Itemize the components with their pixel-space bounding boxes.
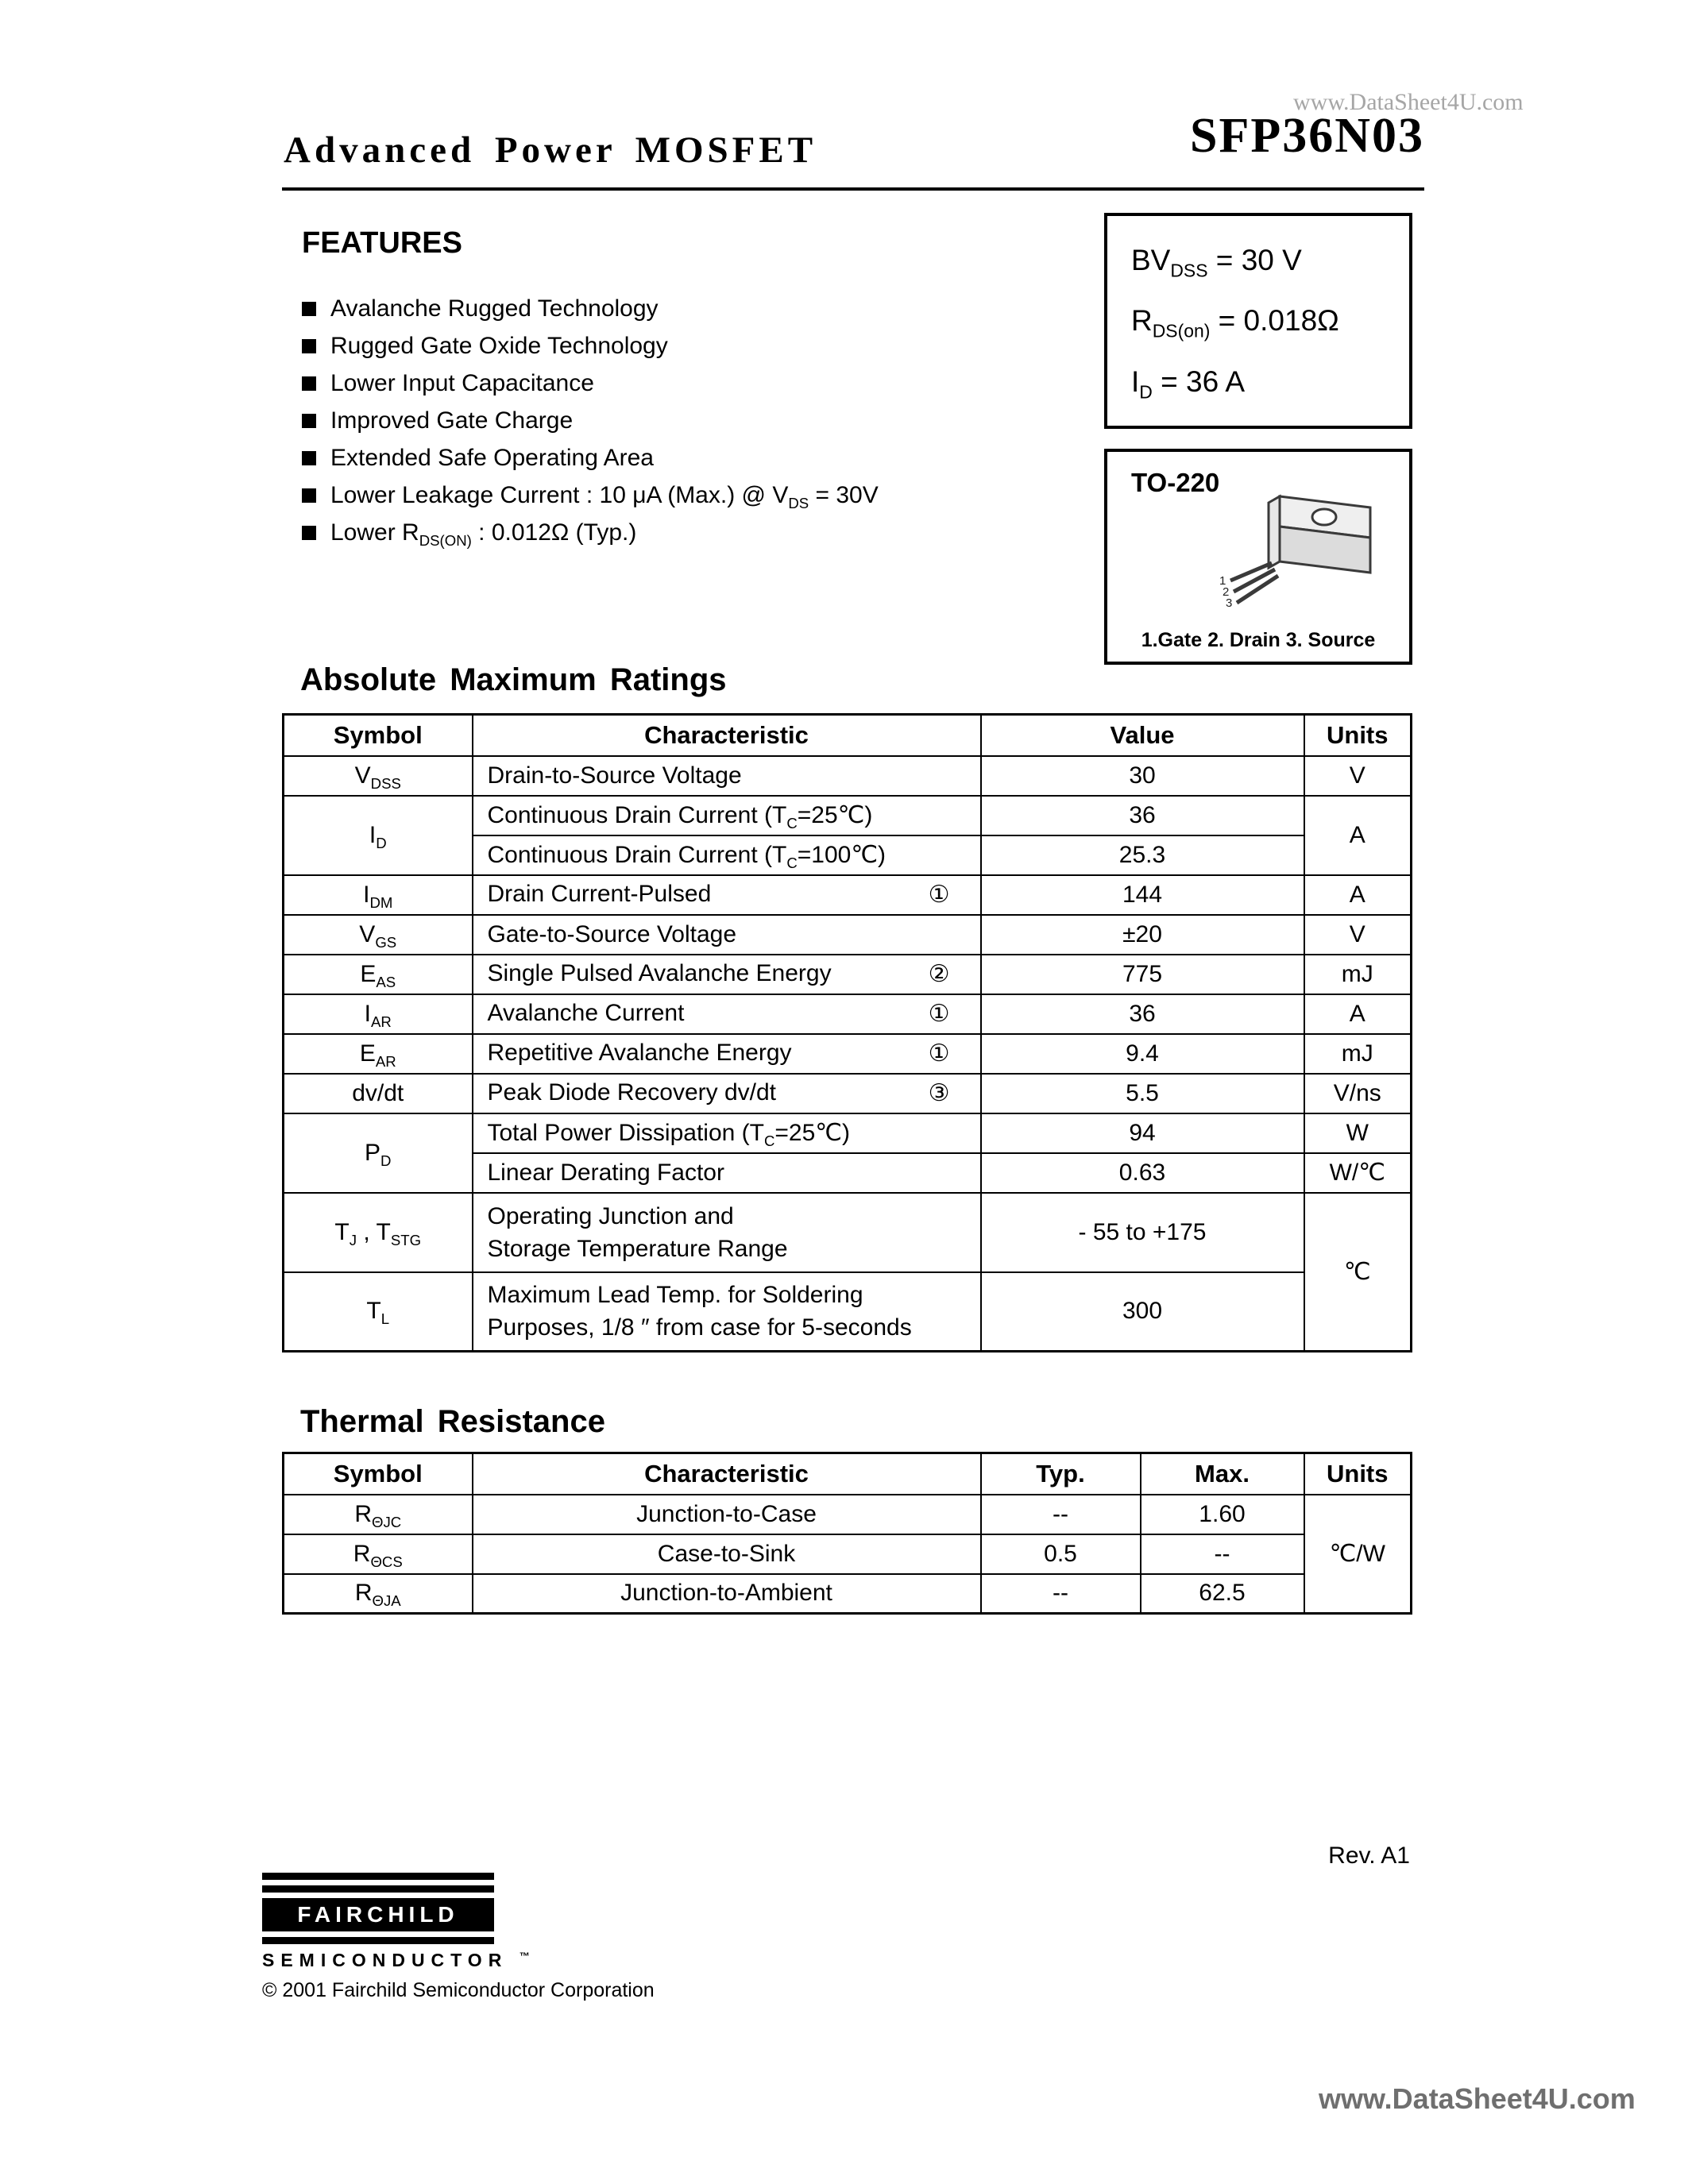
col-header-max: Max. <box>1141 1453 1304 1495</box>
feature-item <box>302 477 879 514</box>
features-list <box>302 290 879 551</box>
characteristic-line: Operating Junction and <box>487 1202 734 1229</box>
characteristic-line: Storage Temperature Range <box>487 1235 788 1262</box>
header-rule <box>282 187 1424 191</box>
part-number: SFP36N03 <box>1190 109 1424 163</box>
units-cell: mJ <box>1304 1034 1412 1074</box>
symbol-cell: $V_{GS}$ <box>284 915 473 955</box>
bullet-square-icon <box>302 339 316 353</box>
units-cell: V <box>1304 915 1412 955</box>
value-cell: 300 <box>981 1272 1304 1352</box>
bullet-square-icon <box>302 488 316 503</box>
value-cell: 30 <box>981 756 1304 796</box>
characteristic-line: Maximum Lead Temp. for Soldering <box>487 1282 863 1309</box>
table-row-ear <box>284 1034 1412 1074</box>
table-row-vdss <box>284 756 1412 796</box>
logo-bar <box>262 1937 494 1944</box>
characteristic-text: Peak Diode Recovery dv/dt <box>487 1079 777 1106</box>
page-title: Advanced Power MOSFET <box>284 129 817 171</box>
characteristic-cell: Total Power Dissipation $(T_C=25℃)$ <box>473 1113 981 1153</box>
table-row-tl <box>284 1272 1412 1352</box>
units-cell: ℃ <box>1304 1193 1412 1352</box>
characteristic-cell <box>473 1074 981 1113</box>
characteristic-cell: Drain-to-Source Voltage <box>473 756 981 796</box>
col-header-characteristic: Characteristic <box>473 1453 981 1495</box>
characteristic-cell <box>473 1034 981 1074</box>
units-cell: A <box>1304 796 1412 875</box>
characteristic-cell <box>473 994 981 1034</box>
footnote-marker: ② <box>928 961 950 987</box>
to220-package-drawing <box>1213 485 1392 620</box>
table-row-eas <box>284 955 1412 994</box>
feature-item <box>302 514 879 551</box>
spec-line-id: $I_D = 36$ A <box>1131 365 1246 402</box>
symbol-cell: $R_{\Theta CS}$ <box>284 1534 473 1574</box>
typ-cell: -- <box>981 1495 1141 1534</box>
characteristic-cell: Continuous Drain Current $(T_C=100℃)$ <box>473 835 981 875</box>
feature-item <box>302 402 879 439</box>
characteristic-cell: Junction-to-Case <box>473 1495 981 1534</box>
feature-item <box>302 290 879 327</box>
footnote-marker: ① <box>928 1040 950 1067</box>
thermal-table <box>282 1452 1412 1615</box>
feature-item <box>302 327 879 365</box>
spec-line-rdson: $R_{DS(on)} = 0.018\Omega$ <box>1131 304 1339 341</box>
thermal-heading: Thermal Resistance <box>300 1404 605 1439</box>
pin-2-label: 2 <box>1223 585 1230 599</box>
value-cell: 36 <box>981 796 1304 835</box>
abs-max-header-row <box>284 715 1412 756</box>
footnote-marker: ③ <box>928 1080 950 1106</box>
value-cell: 144 <box>981 875 1304 915</box>
symbol-cell: $P_D$ <box>284 1113 473 1193</box>
units-cell: A <box>1304 994 1412 1034</box>
logo-wordmark: FAIRCHILD <box>262 1898 494 1931</box>
value-cell: 775 <box>981 955 1304 994</box>
value-cell: 5.5 <box>981 1074 1304 1113</box>
table-row-rja <box>284 1574 1412 1614</box>
symbol-cell: $E_{AR}$ <box>284 1034 473 1074</box>
logo-subtitle-text: SEMICONDUCTOR <box>262 1950 508 1970</box>
trademark-symbol: ™ <box>519 1950 530 1962</box>
symbol-cell: $I_{DM}$ <box>284 875 473 915</box>
table-row-vgs <box>284 915 1412 955</box>
col-header-value: Value <box>981 715 1304 756</box>
symbol-cell: $E_{AS}$ <box>284 955 473 994</box>
value-cell: 36 <box>981 994 1304 1034</box>
thermal-header-row <box>284 1453 1412 1495</box>
value-cell: 94 <box>981 1113 1304 1153</box>
table-row-rcs <box>284 1534 1412 1574</box>
characteristic-line: Purposes, 1/8 ″ from case for 5-seconds <box>487 1314 912 1341</box>
value-cell: 9.4 <box>981 1034 1304 1074</box>
value-cell: 25.3 <box>981 835 1304 875</box>
feature-text: Avalanche Rugged Technology <box>330 295 659 322</box>
units-cell: mJ <box>1304 955 1412 994</box>
feature-item <box>302 439 879 477</box>
bullet-square-icon <box>302 376 316 391</box>
symbol-cell: $I_D$ <box>284 796 473 875</box>
feature-item <box>302 365 879 402</box>
feature-text: Extended Safe Operating Area <box>330 444 654 471</box>
copyright-text: © 2001 Fairchild Semiconductor Corporation <box>262 1979 655 2001</box>
characteristic-cell <box>473 875 981 915</box>
col-header-symbol: Symbol <box>284 1453 473 1495</box>
package-name: TO-220 <box>1131 468 1220 497</box>
col-header-symbol: Symbol <box>284 715 473 756</box>
feature-text: Lower $R_{DS(ON)}$ : 0.012Ω (Typ.) <box>330 519 637 549</box>
bullet-square-icon <box>302 526 316 540</box>
table-row-id-25 <box>284 796 1412 835</box>
bullet-square-icon <box>302 302 316 316</box>
characteristic-text: Single Pulsed Avalanche Energy <box>487 960 832 986</box>
table-row-pd-total <box>284 1113 1412 1153</box>
characteristic-cell: Case-to-Sink <box>473 1534 981 1574</box>
characteristic-text: Drain Current-Pulsed <box>487 881 712 907</box>
table-row-idm <box>284 875 1412 915</box>
value-cell: - 55 to +175 <box>981 1193 1304 1272</box>
characteristic-cell <box>473 1193 981 1272</box>
bullet-square-icon <box>302 414 316 428</box>
characteristic-cell <box>473 1272 981 1352</box>
pin-1-label: 1 <box>1219 574 1226 588</box>
characteristic-cell <box>473 955 981 994</box>
package-box <box>1104 449 1412 665</box>
footnote-marker: ① <box>928 1001 950 1027</box>
units-cell: V/ns <box>1304 1074 1412 1113</box>
feature-text: Improved Gate Charge <box>330 407 574 434</box>
table-row-iar <box>284 994 1412 1034</box>
characteristic-cell: Junction-to-Ambient <box>473 1574 981 1614</box>
footnote-marker: ① <box>928 882 950 908</box>
logo-bar <box>262 1885 494 1893</box>
value-cell: 0.63 <box>981 1153 1304 1193</box>
units-cell: A <box>1304 875 1412 915</box>
typ-cell: -- <box>981 1574 1141 1614</box>
units-cell: W <box>1304 1113 1412 1153</box>
revision-label: Rev. A1 <box>1328 1843 1410 1869</box>
abs-max-heading: Absolute Maximum Ratings <box>300 662 727 697</box>
logo-bar <box>262 1873 494 1880</box>
units-cell: ℃/W <box>1304 1495 1412 1614</box>
units-cell: W/℃ <box>1304 1153 1412 1193</box>
col-header-units: Units <box>1304 1453 1412 1495</box>
bullet-square-icon <box>302 451 316 465</box>
symbol-cell: $V_{DSS}$ <box>284 756 473 796</box>
feature-text: Lower Leakage Current : 10 μA (Max.) @ $V_{DS} = 30V$ <box>330 481 879 511</box>
table-row-dvdt <box>284 1074 1412 1113</box>
symbol-cell: $R_{\Theta JC}$ <box>284 1495 473 1534</box>
features-heading: FEATURES <box>302 226 462 260</box>
characteristic-cell: Continuous Drain Current $(T_C=25℃)$ <box>473 796 981 835</box>
watermark-bottom: www.DataSheet4U.com <box>1319 2082 1636 2115</box>
feature-text: Rugged Gate Oxide Technology <box>330 332 668 359</box>
max-cell: -- <box>1141 1534 1304 1574</box>
table-row-tj <box>284 1193 1412 1272</box>
col-header-typ: Typ. <box>981 1453 1141 1495</box>
logo-subtitle <box>262 1950 530 1971</box>
characteristic-cell: Linear Derating Factor <box>473 1153 981 1193</box>
symbol-cell: $T_J$ , $T_{STG}$ <box>284 1193 473 1272</box>
max-cell: 1.60 <box>1141 1495 1304 1534</box>
key-specs-box <box>1104 213 1412 429</box>
symbol-cell: $I_{AR}$ <box>284 994 473 1034</box>
pin-3-label: 3 <box>1226 596 1233 610</box>
spec-line-bvdss: $BV_{DSS} = 30$ V <box>1131 243 1302 280</box>
symbol-cell: $R_{\Theta JA}$ <box>284 1574 473 1614</box>
characteristic-text: Repetitive Avalanche Energy <box>487 1040 792 1066</box>
units-cell: V <box>1304 756 1412 796</box>
characteristic-cell: Gate-to-Source Voltage <box>473 915 981 955</box>
symbol-cell: $T_L$ <box>284 1272 473 1352</box>
characteristic-text: Avalanche Current <box>487 1000 685 1026</box>
feature-text: Lower Input Capacitance <box>330 369 594 396</box>
fairchild-logo <box>262 1873 530 1971</box>
table-row-rjc <box>284 1495 1412 1534</box>
typ-cell: 0.5 <box>981 1534 1141 1574</box>
max-cell: 62.5 <box>1141 1574 1304 1614</box>
watermark-top: www.DataSheet4U.com <box>1293 89 1524 115</box>
value-cell: ±20 <box>981 915 1304 955</box>
symbol-cell: dv/dt <box>284 1074 473 1113</box>
abs-max-table <box>282 713 1412 1352</box>
col-header-units: Units <box>1304 715 1412 756</box>
col-header-characteristic: Characteristic <box>473 715 981 756</box>
pin-caption: 1.Gate 2. Drain 3. Source <box>1141 629 1376 651</box>
